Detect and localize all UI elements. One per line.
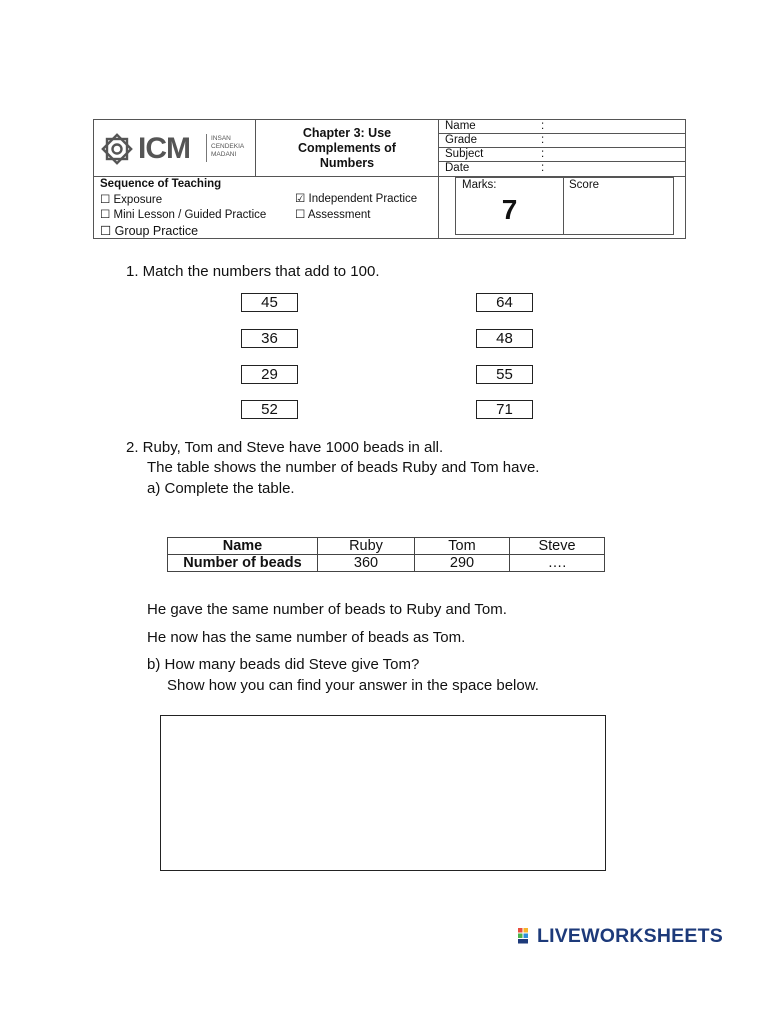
info-row-name[interactable]: Name : [439, 120, 685, 134]
table-cell: 360 [318, 555, 415, 572]
table-cell: Ruby [318, 538, 415, 555]
icm-logo-icon [100, 132, 134, 166]
liveworksheets-brand[interactable]: LIVEWORKSHEETS [537, 925, 723, 947]
liveworksheets-logo-icon [518, 928, 534, 944]
seq-exposure[interactable]: ☐ Exposure [100, 193, 163, 206]
question-2-part-b: b) How many beads did Steve give Tom? [147, 656, 420, 673]
question-2-part-b-instruction: Show how you can find your answer in the space below. [167, 677, 539, 694]
marks-box [455, 177, 674, 235]
question-2-line-2: The table shows the number of beads Ruby and Tom have. [147, 459, 540, 476]
chapter-title: Chapter 3: Use Complements of Numbers [256, 120, 439, 176]
seq-column-2 [295, 192, 417, 223]
answer-space[interactable] [160, 715, 606, 871]
right-number-box[interactable]: 64 [476, 293, 533, 312]
seq-independent-practice[interactable]: ☑ Independent Practice [295, 193, 418, 205]
student-info [439, 120, 685, 176]
marks-label: Marks: [462, 179, 497, 191]
steve-answer-cell[interactable]: …. [510, 555, 605, 572]
left-number-box[interactable]: 45 [241, 293, 298, 312]
beads-table [167, 537, 605, 572]
statement-2: He now has the same number of beads as Tom. [147, 629, 466, 646]
info-row-subject[interactable]: Subject : [439, 148, 685, 162]
question-2-part-a: a) Complete the table. [147, 480, 295, 497]
seq-group-practice[interactable]: ☐ Group Practice [100, 223, 199, 238]
info-row-grade[interactable]: Grade : [439, 134, 685, 148]
right-number-box[interactable]: 55 [476, 365, 533, 384]
table-row [168, 555, 605, 572]
table-cell: 290 [415, 555, 510, 572]
table-cell: Tom [415, 538, 510, 555]
table-row [168, 538, 605, 555]
table-cell: Steve [510, 538, 605, 555]
right-number-box[interactable]: 71 [476, 400, 533, 419]
seq-mini-lesson[interactable]: ☐ Mini Lesson / Guided Practice [100, 209, 267, 221]
left-number-box[interactable]: 29 [241, 365, 298, 384]
header-vertical-divider [438, 176, 439, 238]
score-label: Score [569, 179, 600, 191]
worksheet-header [93, 119, 686, 239]
logo-text: ICM [138, 132, 190, 165]
seq-assessment[interactable]: ☐ Assessment [295, 208, 371, 221]
question-1-prompt: 1. Match the numbers that add to 100. [126, 263, 380, 280]
marks-divider [563, 178, 564, 234]
left-number-box[interactable]: 36 [241, 329, 298, 348]
sequence-of-teaching: Sequence of Teaching ☐ Exposure ☐ Mini Lesson / Guided Practice ☐ Group Practice ☑ Independent Practice ☐ Assessment [100, 178, 418, 238]
table-header-cell: Name [168, 538, 318, 555]
logo-cell [94, 120, 256, 176]
logo-subtext: INSAN CENDEKIA MADANI [211, 135, 245, 158]
question-2-line-1: 2. Ruby, Tom and Steve have 1000 beads in all. [126, 439, 444, 456]
statement-1: He gave the same number of beads to Ruby and Tom. [147, 601, 507, 618]
table-header-cell: Number of beads [168, 555, 318, 572]
marks-value: 7 [501, 194, 518, 225]
info-row-date[interactable]: Date : [445, 162, 545, 174]
left-number-box[interactable]: 52 [241, 400, 298, 419]
right-number-box[interactable]: 48 [476, 329, 533, 348]
logo-divider [206, 134, 207, 162]
